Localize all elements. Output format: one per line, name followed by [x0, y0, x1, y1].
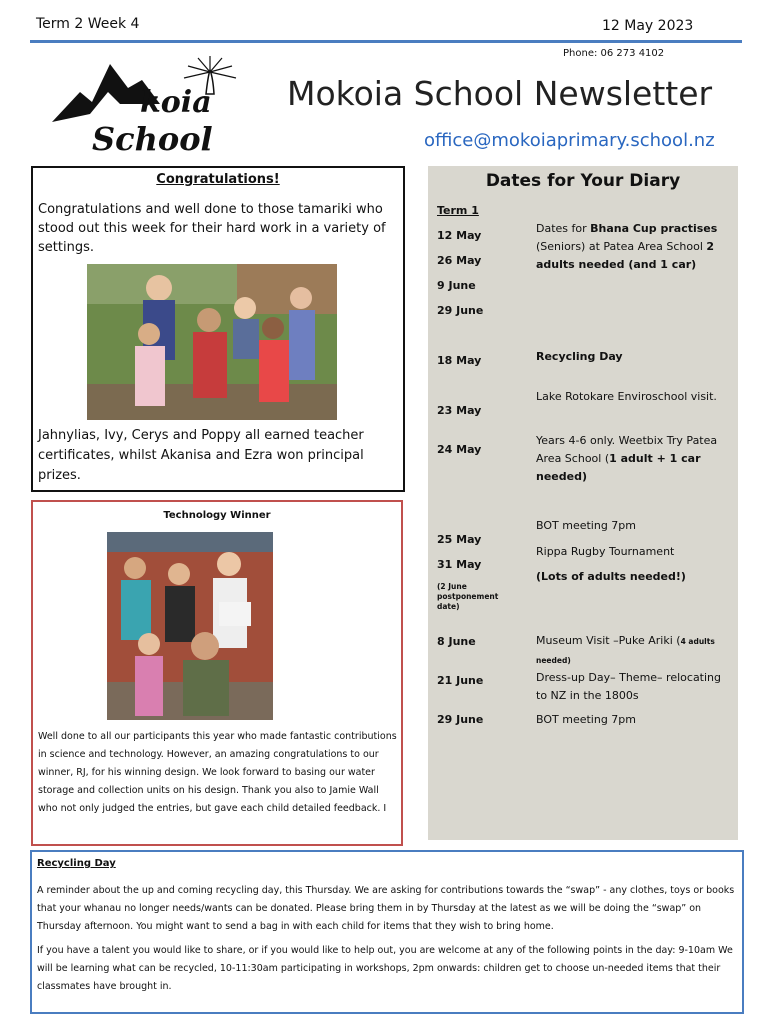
svg-text:School: School: [92, 120, 213, 158]
diary-date: 21 June: [437, 674, 484, 687]
diary-date: 23 May: [437, 404, 482, 417]
technology-winner-box: [31, 500, 403, 846]
diary-event-bot: BOT meeting 7pm: [536, 713, 636, 726]
header-rule: [30, 40, 742, 43]
newsletter-title: Mokoia School Newsletter: [287, 74, 713, 113]
diary-heading: Dates for Your Diary: [485, 171, 681, 191]
diary-event-rotokare: Lake Rotokare Enviroschool visit.: [536, 390, 717, 403]
technology-heading: Technology Winner: [163, 510, 271, 521]
diary-term-label: Term 1: [437, 204, 479, 217]
recycling-box: [30, 850, 744, 1014]
diary-event-museum: Museum Visit –Puke Ariki (4 adults needed): [536, 634, 715, 665]
diary-date: 9 June: [437, 279, 476, 292]
diary-event-rippa: Rippa Rugby Tournament: [536, 545, 675, 558]
diary-event-weetbix: Years 4-6 only. Weetbix Try Patea Area School (1 adult + 1 car needed): [536, 434, 718, 483]
school-logo: [50, 52, 250, 162]
svg-text:koia: koia: [140, 85, 212, 120]
diary-date: 31 May: [437, 558, 482, 571]
recycling-heading: Recycling Day: [37, 858, 116, 869]
diary-date: 29 June: [437, 304, 484, 317]
recycling-paragraph: If you have a talent you would like to share, or if you would like to help out, you are welcome at any of the following points in the day: 9-10am We will be learning what can be recycled, 10-11:30am participating in workshops, 2pm onwards: children get to choose un-needed items that their classmates have brought in.: [37, 945, 733, 992]
technology-text: Well done to all our participants this year who made fantastic contributions in science and technology. However, an amazing congratulations to our winner, RJ, for his winning design. We look forward to basing our water storage and collection units on his design. Thank you also to Jamie Wall who not only judged the entries, but gave each child detailed feedback. I: [38, 731, 397, 814]
technology-photo: [107, 532, 273, 720]
diary-event-bot: BOT meeting 7pm: [536, 519, 636, 532]
term-week: Term 2 Week 4: [36, 16, 140, 32]
diary-event-rippa-need: (Lots of adults needed!): [536, 570, 686, 583]
diary-date: 26 May: [437, 254, 482, 267]
diary-date: 12 May: [437, 229, 482, 242]
congratulations-intro: Congratulations and well done to those tamariki who stood out this week for their hard work in a variety of settings.: [38, 202, 386, 255]
diary-date: 29 June: [437, 713, 484, 726]
recycling-paragraph: A reminder about the up and coming recycling day, this Thursday. We are asking for contributions towards the “swap” - any clothes, toys or books that your whanau no longer needs/wants can be donated. Please bring them in by Thursday at the latest as we will be doing the “swap” on Thursday afternoon. You might want to send a bag in with each child for items that they wish to bring home.: [37, 885, 735, 932]
diary-date: 25 May: [437, 533, 482, 546]
phone-number: Phone: 06 273 4102: [563, 48, 665, 59]
congratulations-caption: Jahnylias, Ivy, Cerys and Poppy all earned teacher certificates, whilst Akanisa and Ezra won principal prizes.: [38, 428, 364, 483]
congratulations-heading: Congratulations!: [156, 172, 280, 187]
diary-date: 24 May: [437, 443, 482, 456]
diary-date-note: (2 June postponement date): [437, 582, 499, 611]
diary-date: 8 June: [437, 635, 476, 648]
students-photo: [87, 264, 337, 420]
email-link[interactable]: office@mokoiaprimary.school.nz: [424, 130, 715, 151]
diary-event-recycling: Recycling Day: [536, 350, 623, 363]
diary-event-dressup: Dress-up Day– Theme– relocating to NZ in the 1800s: [536, 671, 722, 702]
congratulations-box: [31, 166, 405, 492]
diary-event-bhana: Dates for Bhana Cup practises (Seniors) at Patea Area School 2 adults needed (and 1 car): [536, 222, 718, 271]
diary-panel: [428, 166, 738, 840]
diary-date: 18 May: [437, 354, 482, 367]
issue-date: 12 May 2023: [602, 18, 694, 34]
